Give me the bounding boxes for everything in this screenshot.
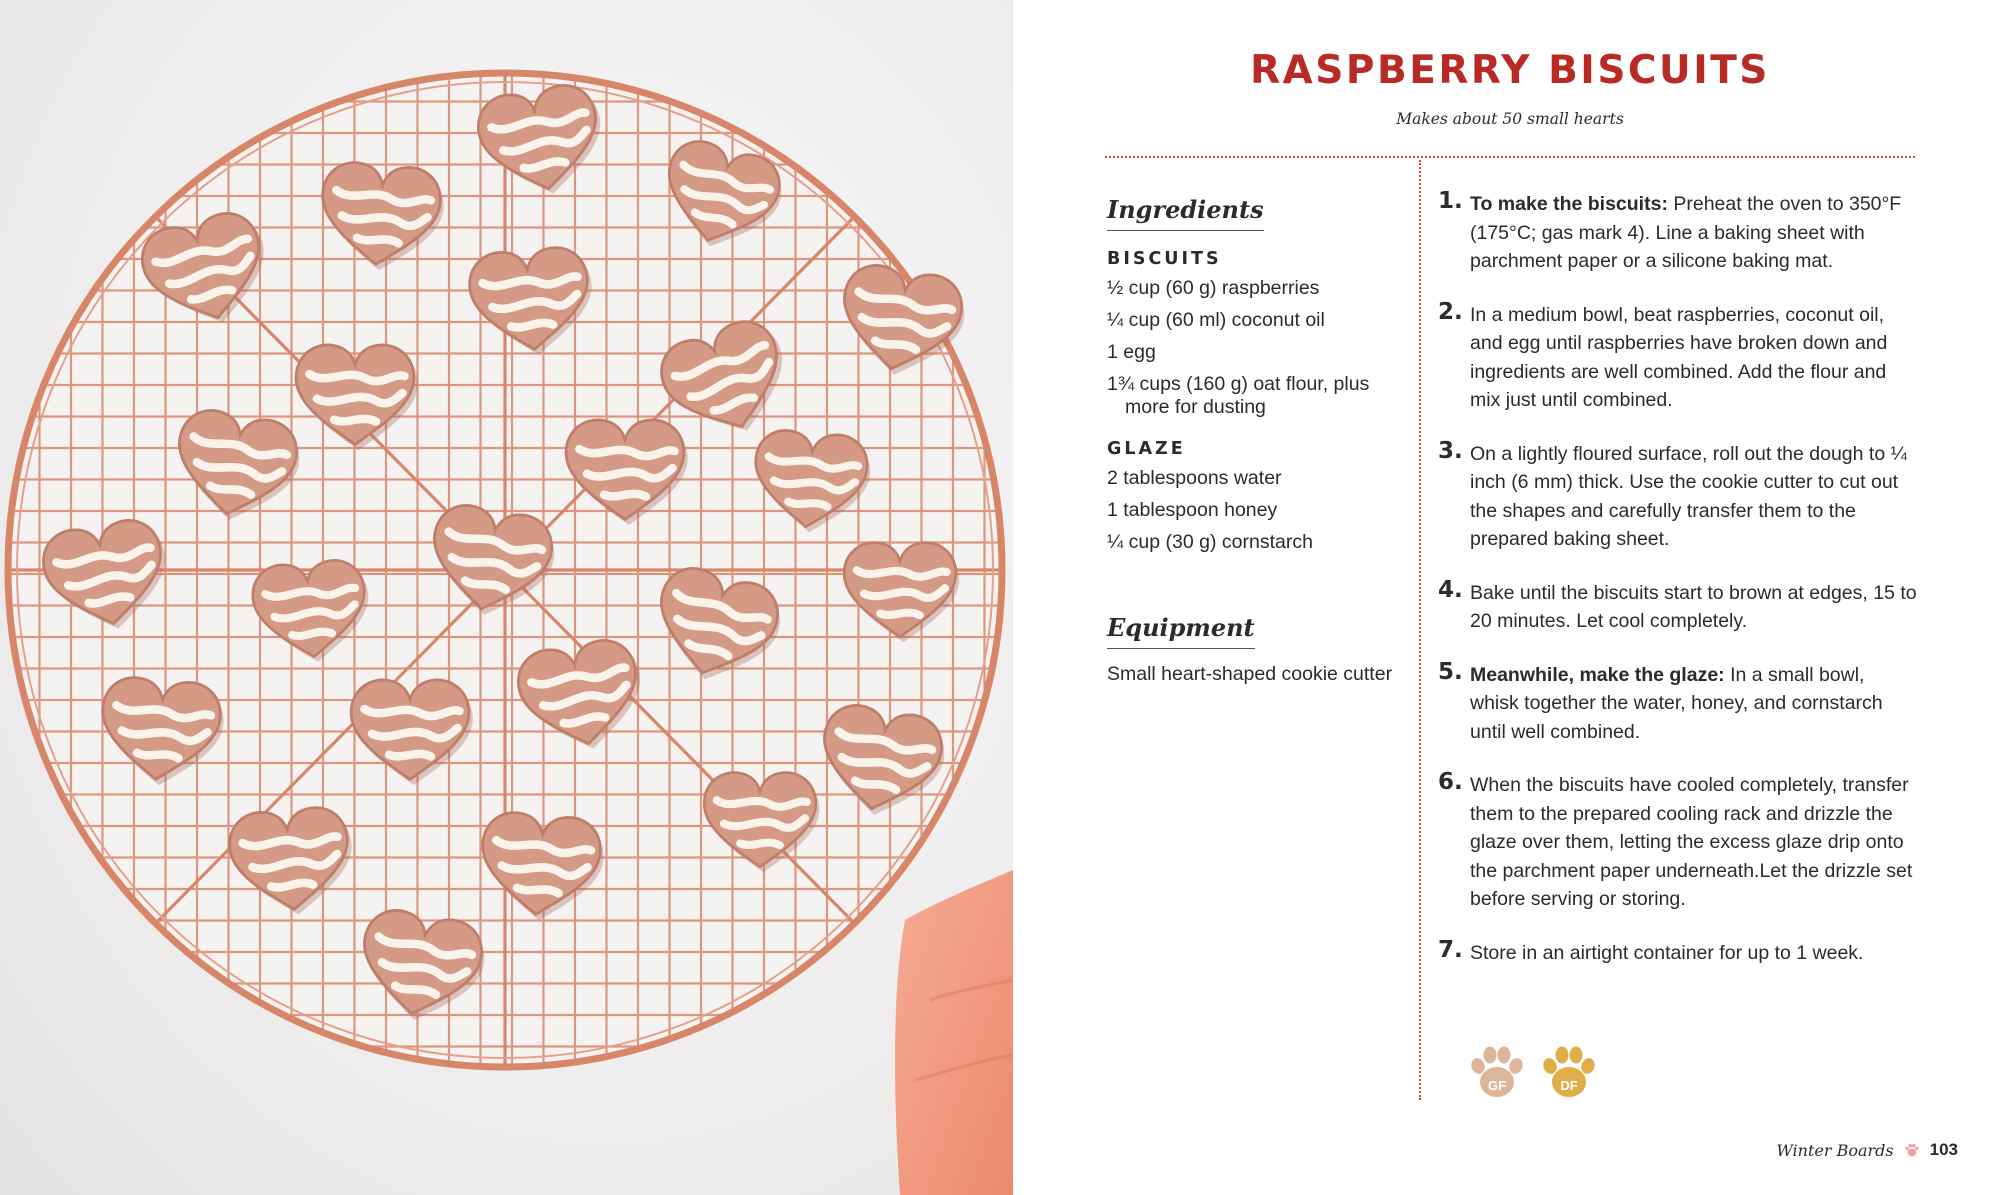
equipment-item: Small heart-shaped cookie cutter <box>1107 663 1393 685</box>
step-number: 6. <box>1438 769 1463 795</box>
ingredient-item: ½ cup (60 g) raspberries <box>1107 277 1320 299</box>
biscuits-ingredient-list <box>1107 277 1407 419</box>
equipment-heading: Equipment <box>1107 613 1255 649</box>
page-footer <box>1776 1140 1958 1160</box>
ingredients-column <box>1107 195 1407 695</box>
step-item <box>1438 437 1918 554</box>
step-text: Bake until the biscuits start to brown at edges, 15 to 20 minutes. Let cool completely. <box>1470 581 1917 632</box>
glaze-ingredient-list <box>1107 467 1407 554</box>
recipe-title: RASPBERRY BISCUITS <box>1250 48 1770 93</box>
step-text: In a medium bowl, beat raspberries, coconut oil, and egg until raspberries have broken down and ingredients are well combined. Add the flour and mix just until combined. <box>1470 303 1888 411</box>
step-number: 2. <box>1438 298 1463 325</box>
step-text: On a lightly floured surface, roll out the dough to ¼ inch (6 mm) thick. Use the cookie cutter to cut out the shapes and carefully transfer them to the prepared baking sheet. <box>1470 442 1907 550</box>
step-number: 1. <box>1438 188 1463 214</box>
glaze-heading: GLAZE <box>1107 439 1186 459</box>
ingredient-item: ¼ cup (60 ml) coconut oil <box>1107 309 1325 331</box>
step-item <box>1438 190 1918 276</box>
equipment-list <box>1107 663 1407 686</box>
step-number: 5. <box>1438 658 1463 685</box>
ingredients-heading: Ingredients <box>1107 195 1264 231</box>
dotted-divider-vertical <box>1419 160 1421 1100</box>
paw-icon <box>1904 1142 1920 1158</box>
step-text: In a small bowl, whisk together the water, honey, and cornstarch until well combined. <box>1470 663 1883 743</box>
step-item <box>1438 936 1918 968</box>
ingredient-item: 1¾ cups (160 g) oat flour, plus more for dusting <box>1107 373 1370 418</box>
footer-section-title: Winter Boards <box>1776 1140 1894 1160</box>
badge-label: DF <box>1560 1078 1578 1093</box>
dairy-free-badge <box>1537 1040 1601 1104</box>
biscuits-heading: BISCUITS <box>1107 249 1222 269</box>
badge-label: GF <box>1487 1078 1507 1093</box>
step-item <box>1438 771 1918 914</box>
step-text: Preheat the oven to 350°F (175°C; gas mark 4). Line a baking sheet with parchment paper or a silicone baking mat. <box>1470 193 1902 272</box>
page-number: 103 <box>1929 1140 1958 1159</box>
napkin <box>895 870 1013 1195</box>
ingredient-item: 1 egg <box>1107 341 1156 363</box>
recipe-yield: Makes about 50 small hearts <box>1396 110 1624 128</box>
ingredient-item: 2 tablespoons water <box>1107 467 1282 489</box>
ingredient-item: ¼ cup (30 g) cornstarch <box>1107 531 1313 553</box>
gluten-free-badge <box>1465 1040 1529 1104</box>
dotted-divider-horizontal <box>1105 156 1915 158</box>
step-lead: To make the biscuits: <box>1470 193 1668 215</box>
step-text: When the biscuits have cooled completely, transfer them to the prepared cooling rack and drizzle the glaze over them, letting the excess glaze drip onto the parchment paper underneath.Let the drizzle set before serving or storing. <box>1470 774 1913 910</box>
method-steps <box>1438 190 1918 992</box>
ingredient-item: 1 tablespoon honey <box>1107 499 1278 521</box>
diet-badges <box>1465 1040 1601 1104</box>
step-item <box>1438 576 1918 636</box>
step-item <box>1438 658 1918 747</box>
step-item <box>1438 298 1918 415</box>
step-number: 3. <box>1438 437 1463 464</box>
step-text: Store in an airtight container for up to 1 week. <box>1470 941 1864 964</box>
step-number: 7. <box>1438 936 1463 963</box>
step-lead: Meanwhile, make the glaze: <box>1470 663 1725 686</box>
step-number: 4. <box>1438 576 1463 603</box>
